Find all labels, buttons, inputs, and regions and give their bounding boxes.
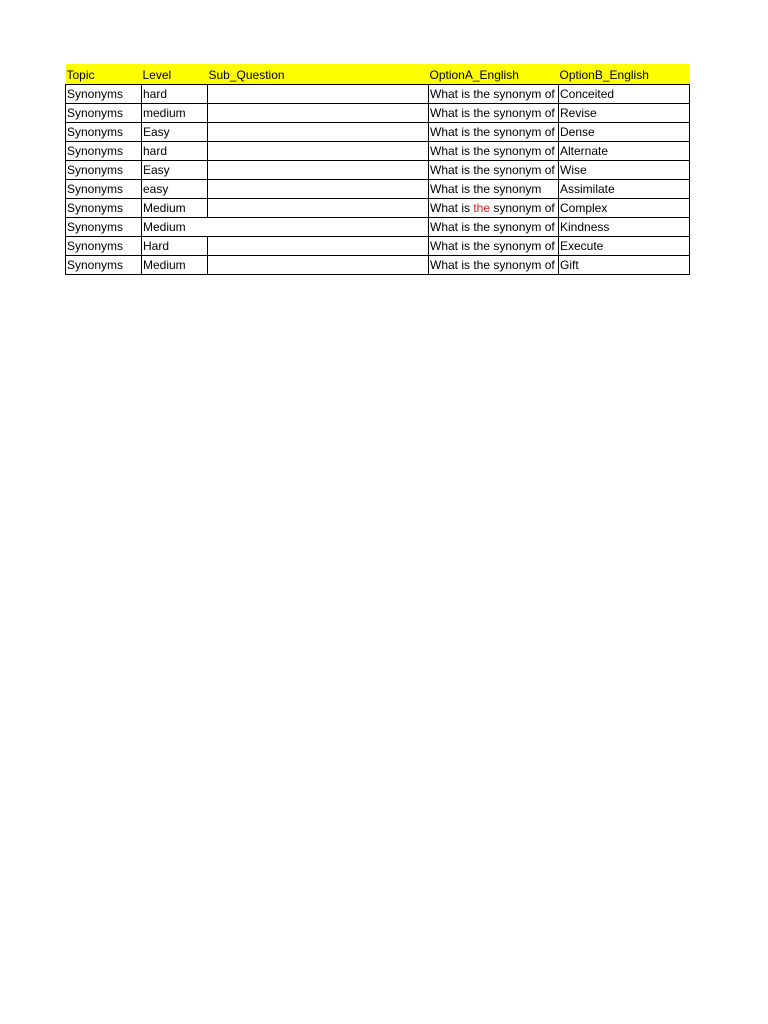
table-row: [66, 217, 690, 236]
table-row: [66, 236, 690, 255]
cell-topic[interactable]: Synonyms: [66, 198, 142, 217]
cell-option-a[interactable]: What is the synonym of: [429, 141, 559, 160]
header-sub-question[interactable]: Sub_Question: [208, 64, 429, 84]
cell-level[interactable]: hard: [142, 141, 208, 160]
cell-sub-question[interactable]: [208, 122, 429, 141]
cell-topic[interactable]: Synonyms: [66, 84, 142, 103]
spreadsheet: [65, 64, 689, 275]
cell-option-b[interactable]: Assimilate: [559, 179, 690, 198]
cell-sub-question[interactable]: [208, 217, 429, 236]
table-row: [66, 255, 690, 274]
cell-option-b[interactable]: Kindness: [559, 217, 690, 236]
cell-topic[interactable]: Synonyms: [66, 179, 142, 198]
cell-level[interactable]: Medium: [142, 198, 208, 217]
cell-option-a[interactable]: What is the synonym of: [429, 122, 559, 141]
cell-option-b[interactable]: Alternate: [559, 141, 690, 160]
table-row: [66, 198, 690, 217]
cell-sub-question[interactable]: [208, 160, 429, 179]
cell-topic[interactable]: Synonyms: [66, 160, 142, 179]
cell-level[interactable]: Medium: [142, 217, 208, 236]
cell-level[interactable]: Medium: [142, 255, 208, 274]
header-level[interactable]: Level: [142, 64, 208, 84]
cell-sub-question[interactable]: [208, 236, 429, 255]
table-row: [66, 179, 690, 198]
cell-level[interactable]: medium: [142, 103, 208, 122]
cell-option-a[interactable]: What is the synonym of: [429, 160, 559, 179]
cell-topic[interactable]: Synonyms: [66, 141, 142, 160]
cell-option-b[interactable]: Gift: [559, 255, 690, 274]
cell-sub-question[interactable]: [208, 141, 429, 160]
cell-option-b[interactable]: Complex: [559, 198, 690, 217]
cell-option-a[interactable]: What is the synonym of: [429, 84, 559, 103]
cell-sub-question[interactable]: [208, 255, 429, 274]
cell-topic[interactable]: Synonyms: [66, 103, 142, 122]
cell-option-a[interactable]: What is the synonym of: [429, 255, 559, 274]
cell-level[interactable]: Easy: [142, 122, 208, 141]
header-topic[interactable]: Topic: [66, 64, 142, 84]
cell-option-b[interactable]: Wise: [559, 160, 690, 179]
cell-topic[interactable]: Synonyms: [66, 122, 142, 141]
cell-sub-question[interactable]: [208, 198, 429, 217]
header-row: [66, 64, 690, 84]
table-row: [66, 160, 690, 179]
cell-level[interactable]: Easy: [142, 160, 208, 179]
cell-sub-question[interactable]: [208, 84, 429, 103]
cell-option-b[interactable]: Conceited: [559, 84, 690, 103]
table-row: [66, 122, 690, 141]
cell-sub-question[interactable]: [208, 179, 429, 198]
cell-topic[interactable]: Synonyms: [66, 255, 142, 274]
cell-option-b[interactable]: Execute: [559, 236, 690, 255]
cell-level[interactable]: easy: [142, 179, 208, 198]
table-row: [66, 103, 690, 122]
cell-level[interactable]: Hard: [142, 236, 208, 255]
cell-topic[interactable]: Synonyms: [66, 217, 142, 236]
cell-topic[interactable]: Synonyms: [66, 236, 142, 255]
cell-option-a[interactable]: [429, 198, 559, 217]
cell-option-a[interactable]: What is the synonym of: [429, 103, 559, 122]
cell-sub-question[interactable]: [208, 103, 429, 122]
table-row: [66, 84, 690, 103]
header-option-a-english[interactable]: OptionA_English: [429, 64, 559, 84]
cell-option-b[interactable]: Dense: [559, 122, 690, 141]
highlighted-word: the: [473, 200, 491, 215]
cell-option-a[interactable]: What is the synonym of: [429, 217, 559, 236]
option-a-text-before: What is: [430, 200, 474, 215]
cell-level[interactable]: hard: [142, 84, 208, 103]
table-row: [66, 141, 690, 160]
cell-option-b[interactable]: Revise: [559, 103, 690, 122]
header-option-b-english[interactable]: OptionB_English: [559, 64, 690, 84]
cell-option-a[interactable]: What is the synonym of: [429, 236, 559, 255]
cell-option-a[interactable]: What is the synonym: [429, 179, 559, 198]
data-table: [65, 64, 690, 275]
option-a-text-after: synonym of: [490, 200, 555, 215]
